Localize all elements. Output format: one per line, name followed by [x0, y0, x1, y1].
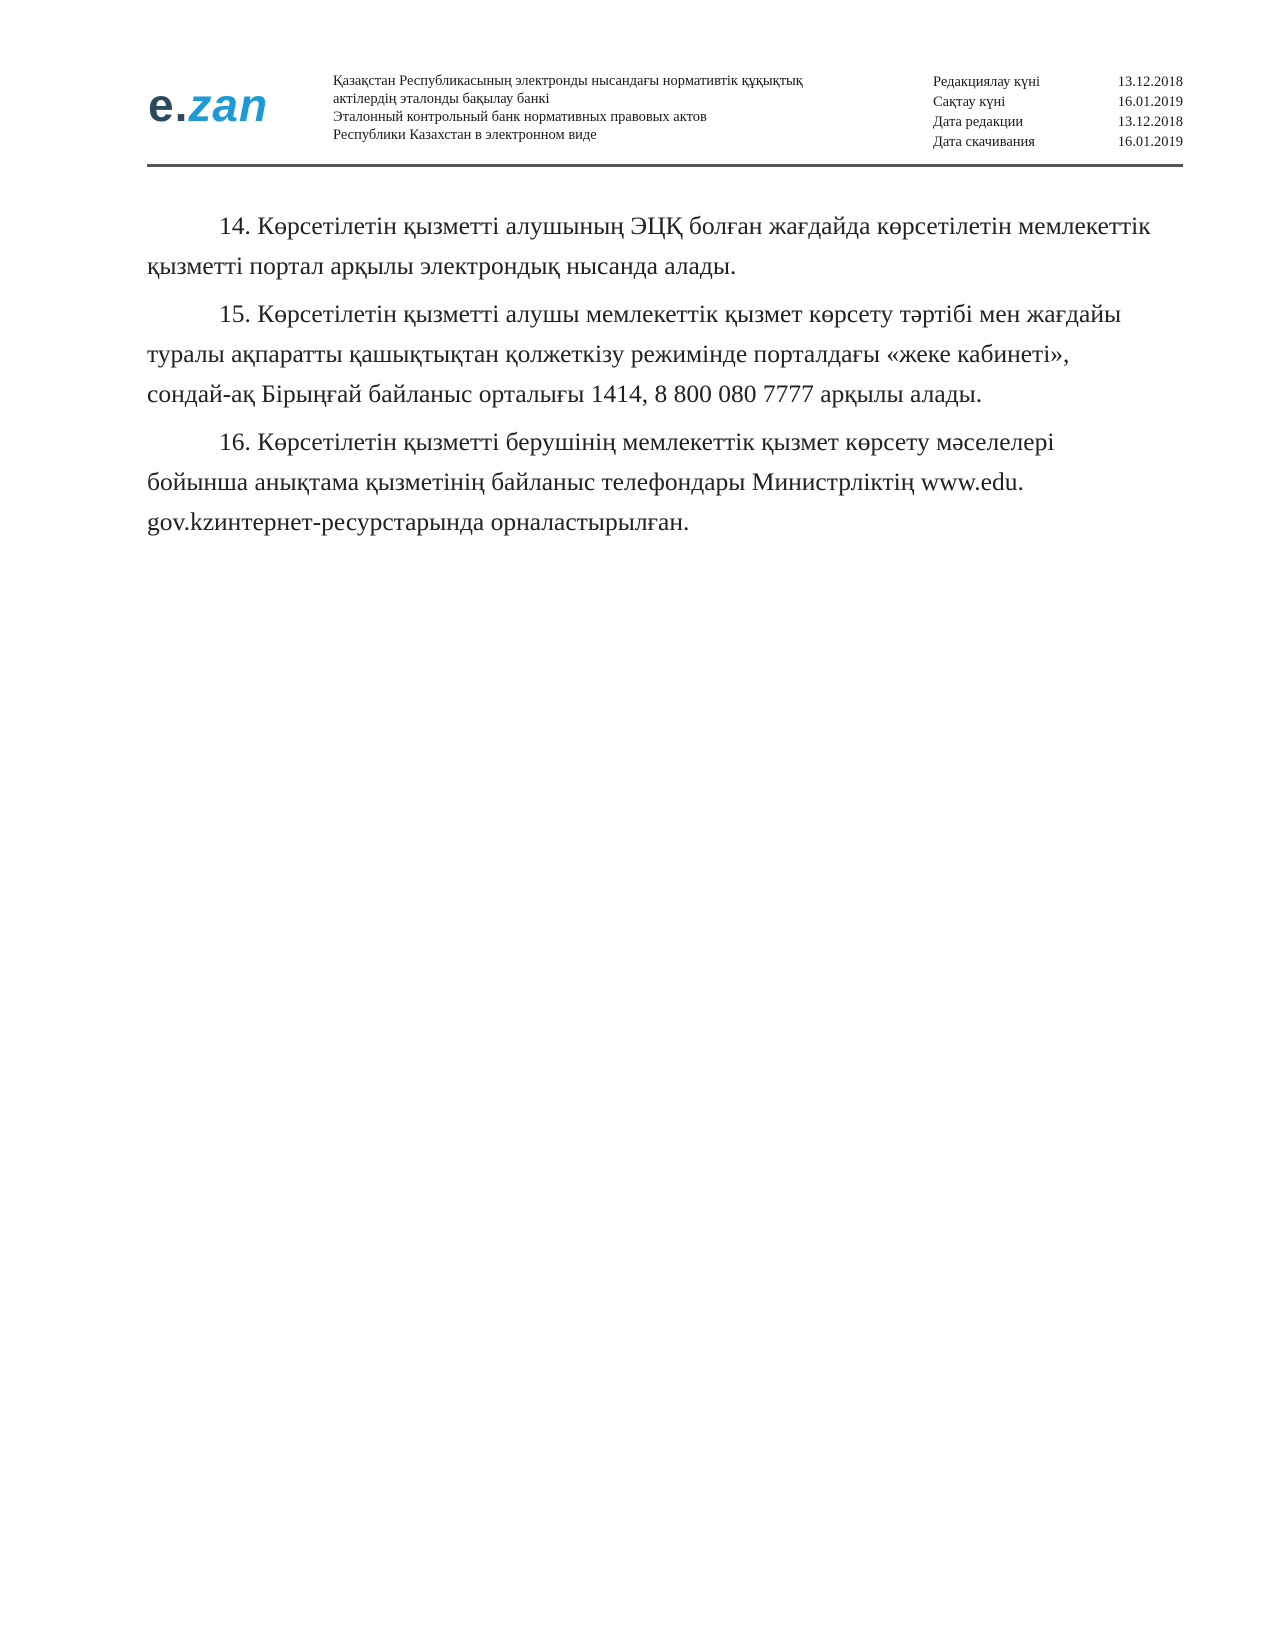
logo-dot: .	[174, 79, 189, 131]
document-body	[147, 206, 1153, 550]
meta-label: Дата редакции	[933, 114, 1024, 130]
date-meta	[933, 72, 1183, 152]
paragraph-14: 14. Көрсетілетін қызметті алушының ЭЦҚ болған жағдайда көрсетілетін мемлекеттік қызметті портал арқылы электрондық нысанда алады.	[147, 211, 1151, 280]
bank-title-line: актілердің эталонды бақылау банкі	[333, 91, 550, 107]
logo-e: e	[148, 79, 175, 131]
meta-value: 16.01.2019	[1117, 94, 1183, 110]
meta-row-edit-date-ru	[933, 112, 1183, 132]
meta-value: 13.12.2018	[1117, 114, 1183, 130]
bank-title	[333, 72, 893, 144]
logo-zan: zan	[188, 79, 269, 131]
bank-title-line: Қазақстан Республикасының электронды нысандағы нормативтік құқықтық	[333, 73, 803, 89]
meta-row-save-date-kz	[933, 92, 1183, 112]
meta-row-edit-date-kz	[933, 72, 1183, 92]
bank-title-line: Республики Казахстан в электронном виде	[333, 127, 597, 143]
meta-label: Редакциялау күні	[933, 74, 1041, 90]
ezan-logo	[148, 79, 269, 131]
header-divider	[147, 164, 1183, 167]
meta-value: 13.12.2018	[1117, 74, 1183, 90]
meta-label: Сақтау күні	[933, 94, 1006, 110]
paragraph-15: 15. Көрсетілетін қызметті алушы мемлекеттік қызмет көрсету тәртібі мен жағдайы туралы ақпаратты қашықтықтан қолжеткізу режимінде порталдағы «жеке кабинеті», сондай-ақ Бірыңғай байланыс орталығы 1414, 8 800 080 7777 арқылы алады.	[147, 299, 1122, 408]
bank-title-line: Эталонный контрольный банк нормативных правовых актов	[333, 109, 707, 125]
meta-label: Дата скачивания	[933, 134, 1035, 150]
meta-row-download-date-ru	[933, 132, 1183, 152]
paragraph-16: 16. Көрсетілетін қызметті берушінің мемлекеттік қызмет көрсету мәселелері бойынша анықтама қызметінің байланыс телефондары Министрліктің www.edu. gov.kzинтернет-ресурстарында орналастырылған.	[147, 427, 1055, 536]
meta-value: 16.01.2019	[1117, 134, 1183, 150]
document-header	[147, 68, 1182, 164]
